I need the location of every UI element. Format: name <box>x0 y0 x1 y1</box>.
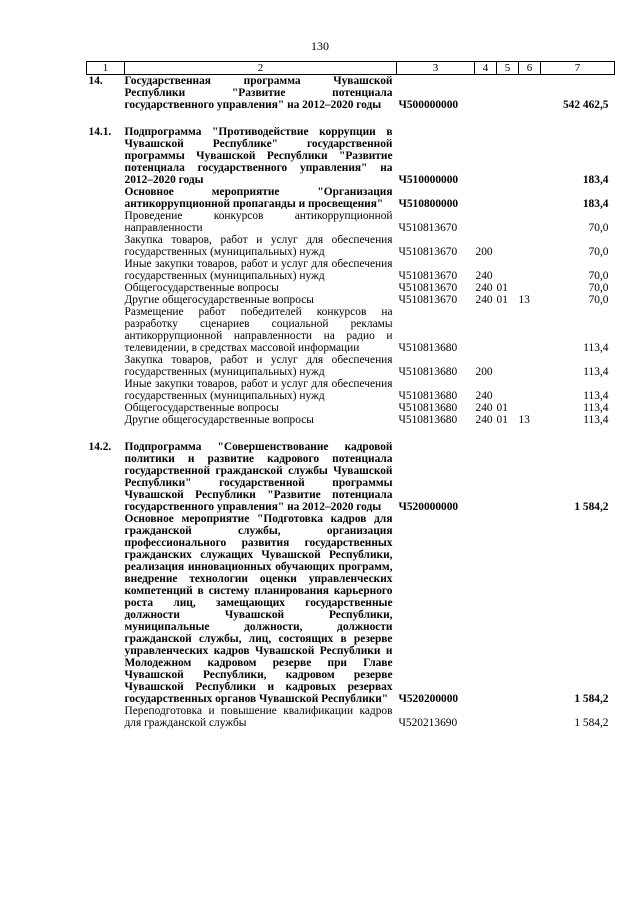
table-row <box>87 441 615 513</box>
row-code: Ч510813680 <box>398 390 458 402</box>
row-number <box>87 414 125 426</box>
row-expense-type <box>475 126 497 186</box>
row-code: Ч510813680 <box>398 402 458 414</box>
row-amount: 1 584,2 <box>574 501 609 513</box>
page-number: 130 <box>311 39 329 53</box>
row-code: Ч510813670 <box>398 270 458 282</box>
row-subsection <box>519 75 541 112</box>
table-row <box>87 210 615 234</box>
row-amount: 113,4 <box>583 402 609 414</box>
row-code: Ч520213690 <box>398 717 458 729</box>
row-section: 01 <box>496 414 508 426</box>
header-cell: 1 <box>87 62 125 75</box>
row-subsection <box>519 210 541 234</box>
row-section <box>497 354 519 378</box>
row-description: Основное мероприятие "Организация антикоррупционной пропаганды и просвещения" <box>124 186 393 210</box>
row-section: 01 <box>496 282 508 294</box>
row-expense-type: 200 <box>475 366 493 378</box>
budget-table <box>86 61 615 729</box>
row-section <box>497 378 519 402</box>
row-amount: 183,4 <box>582 198 609 210</box>
row-amount: 70,0 <box>588 282 609 294</box>
row-expense-type: 240 <box>475 282 493 294</box>
row-subsection: 13 <box>518 294 530 306</box>
row-number: 14.2. <box>88 441 112 453</box>
row-number <box>87 306 125 354</box>
table-row <box>87 402 615 414</box>
row-expense-type: 240 <box>475 270 493 282</box>
row-amount: 183,4 <box>582 174 609 186</box>
row-number <box>87 705 125 729</box>
table-row <box>87 306 615 354</box>
row-number <box>87 282 125 294</box>
row-number: 14.1. <box>88 126 112 138</box>
table-row <box>87 378 615 402</box>
row-expense-type <box>475 306 497 354</box>
table-row <box>87 186 615 210</box>
row-section: 01 <box>496 402 508 414</box>
row-description: Размещение работ победителей конкурсов на разработку сценариев социальной рекламы антикоррупционной направленности на радио и телевидении, в средствах массовой информации <box>124 306 393 354</box>
row-code: Ч510813670 <box>398 222 458 234</box>
row-number <box>87 186 125 210</box>
row-amount: 70,0 <box>588 222 609 234</box>
spacer-cell <box>87 426 615 441</box>
row-subsection <box>519 234 541 258</box>
row-number: 14. <box>88 75 103 87</box>
header-cell: 2 <box>125 62 397 75</box>
row-expense-type <box>475 513 497 705</box>
row-number <box>87 402 125 414</box>
row-subsection <box>519 186 541 210</box>
row-amount: 542 462,5 <box>562 99 609 111</box>
row-section <box>497 258 519 282</box>
row-amount: 70,0 <box>588 246 609 258</box>
table-row <box>87 282 615 294</box>
row-section <box>497 306 519 354</box>
row-code: Ч510000000 <box>398 174 459 186</box>
row-section: 01 <box>496 294 508 306</box>
spacer-cell <box>87 111 615 126</box>
row-code: Ч510813680 <box>398 366 458 378</box>
row-expense-type <box>475 210 497 234</box>
row-amount: 70,0 <box>588 294 609 306</box>
row-subsection <box>519 441 541 513</box>
row-subsection <box>519 258 541 282</box>
row-expense-type <box>475 186 497 210</box>
row-subsection <box>519 705 541 729</box>
row-expense-type <box>475 75 497 112</box>
table-row <box>87 234 615 258</box>
row-description: Общегосударственные вопросы <box>124 282 279 294</box>
row-code: Ч510813680 <box>398 342 458 354</box>
row-expense-type: 240 <box>475 414 493 426</box>
row-section <box>497 441 519 513</box>
row-code: Ч510813680 <box>398 414 458 426</box>
row-subsection <box>519 378 541 402</box>
row-subsection <box>519 126 541 186</box>
table-body <box>87 75 615 730</box>
row-section <box>497 126 519 186</box>
table-row <box>87 258 615 282</box>
row-number <box>87 258 125 282</box>
table-row <box>87 513 615 705</box>
row-description: Закупка товаров, работ и услуг для обеспечения государственных (муниципальных) нужд <box>124 354 393 378</box>
table-row <box>87 414 615 426</box>
header-cell: 4 <box>475 62 497 75</box>
row-section <box>497 705 519 729</box>
row-amount: 113,4 <box>583 342 609 354</box>
row-description: Общегосударственные вопросы <box>124 402 279 414</box>
row-amount: 1 584,2 <box>574 717 609 729</box>
row-code: Ч510813670 <box>398 282 458 294</box>
row-description: Другие общегосударственные вопросы <box>124 414 314 426</box>
row-expense-type <box>475 441 497 513</box>
row-code: Ч510800000 <box>398 198 459 210</box>
table-row <box>87 294 615 306</box>
table-row <box>87 705 615 729</box>
header-cell: 5 <box>497 62 519 75</box>
row-description: Закупка товаров, работ и услуг для обеспечения государственных (муниципальных) нужд <box>124 234 393 258</box>
row-section <box>497 210 519 234</box>
row-description: Другие общегосударственные вопросы <box>124 294 314 306</box>
row-section <box>497 513 519 705</box>
row-code: Ч520000000 <box>398 501 459 513</box>
row-expense-type: 240 <box>475 402 493 414</box>
row-code: Ч510813670 <box>398 246 458 258</box>
row-description: Иные закупки товаров, работ и услуг для обеспечения государственных (муниципальных) нужд <box>124 378 393 402</box>
row-description: Иные закупки товаров, работ и услуг для обеспечения государственных (муниципальных) нужд <box>124 258 393 282</box>
row-subsection <box>519 282 541 294</box>
row-subsection <box>519 306 541 354</box>
row-description: Проведение конкурсов антикоррупционной направленности <box>124 210 393 234</box>
row-code: Ч520200000 <box>398 693 459 705</box>
row-expense-type: 240 <box>475 390 493 402</box>
row-code: Ч500000000 <box>398 99 459 111</box>
row-amount: 70,0 <box>588 270 609 282</box>
table-row <box>87 126 615 186</box>
row-description: Подпрограмма "Противодействие коррупции в Чувашской Республике" государственной программы Чувашской Республики "Развитие потенциала государственного управления" на 2012–2020 годы <box>124 126 393 186</box>
row-spacer <box>87 111 615 126</box>
row-description: Государственная программа Чувашской Республики "Развитие потенциала государственного управления" на 2012–2020 годы <box>124 75 393 111</box>
row-description: Основное мероприятие "Подготовка кадров для гражданской службы, организация профессионального развития государственных гражданских служащих Чувашской Республики, реализация инновационных обучающих программ, внедрение технологии оценки управленческих компетенций в систему планирования карьерного роста лиц, замещающих государственные должности Чувашской Республики, муниципальные должности, должности гражданской службы, лиц, состоящих в резерве управленческих кадров Чувашской Республики и Молодежном кадровом резерве при Главе Чувашской Республики, кадровом резерве Чувашской Республики и кадровых резервах государственных органов Чувашской Республики" <box>124 513 393 705</box>
row-description: Подпрограмма "Совершенствование кадровой политики и развитие кадрового потенциала государственной гражданской службы Чувашской Республики" государственной программы Чувашской Республики "Развитие потенциала государственного управления" на 2012–2020 годы <box>124 441 393 513</box>
row-section <box>497 75 519 112</box>
table-row <box>87 75 615 112</box>
row-number <box>87 294 125 306</box>
row-subsection <box>519 402 541 414</box>
row-subsection <box>519 354 541 378</box>
table-header-row <box>87 62 615 75</box>
row-amount: 113,4 <box>583 366 609 378</box>
row-section <box>497 186 519 210</box>
header-cell: 7 <box>541 62 615 75</box>
row-subsection: 13 <box>518 414 530 426</box>
row-spacer <box>87 426 615 441</box>
row-number <box>87 378 125 402</box>
header-cell: 3 <box>397 62 475 75</box>
row-expense-type: 200 <box>475 246 493 258</box>
row-section <box>497 234 519 258</box>
row-amount: 113,4 <box>583 414 609 426</box>
row-number <box>87 210 125 234</box>
row-subsection <box>519 513 541 705</box>
row-amount: 113,4 <box>583 390 609 402</box>
row-expense-type <box>475 705 497 729</box>
header-cell: 6 <box>519 62 541 75</box>
row-expense-type: 240 <box>475 294 493 306</box>
row-code: Ч510813670 <box>398 294 458 306</box>
row-number <box>87 354 125 378</box>
row-amount: 1 584,2 <box>574 693 609 705</box>
row-description: Переподготовка и повышение квалификации кадров для гражданской службы <box>124 705 393 729</box>
table-row <box>87 354 615 378</box>
row-number <box>87 513 125 705</box>
row-number <box>87 234 125 258</box>
